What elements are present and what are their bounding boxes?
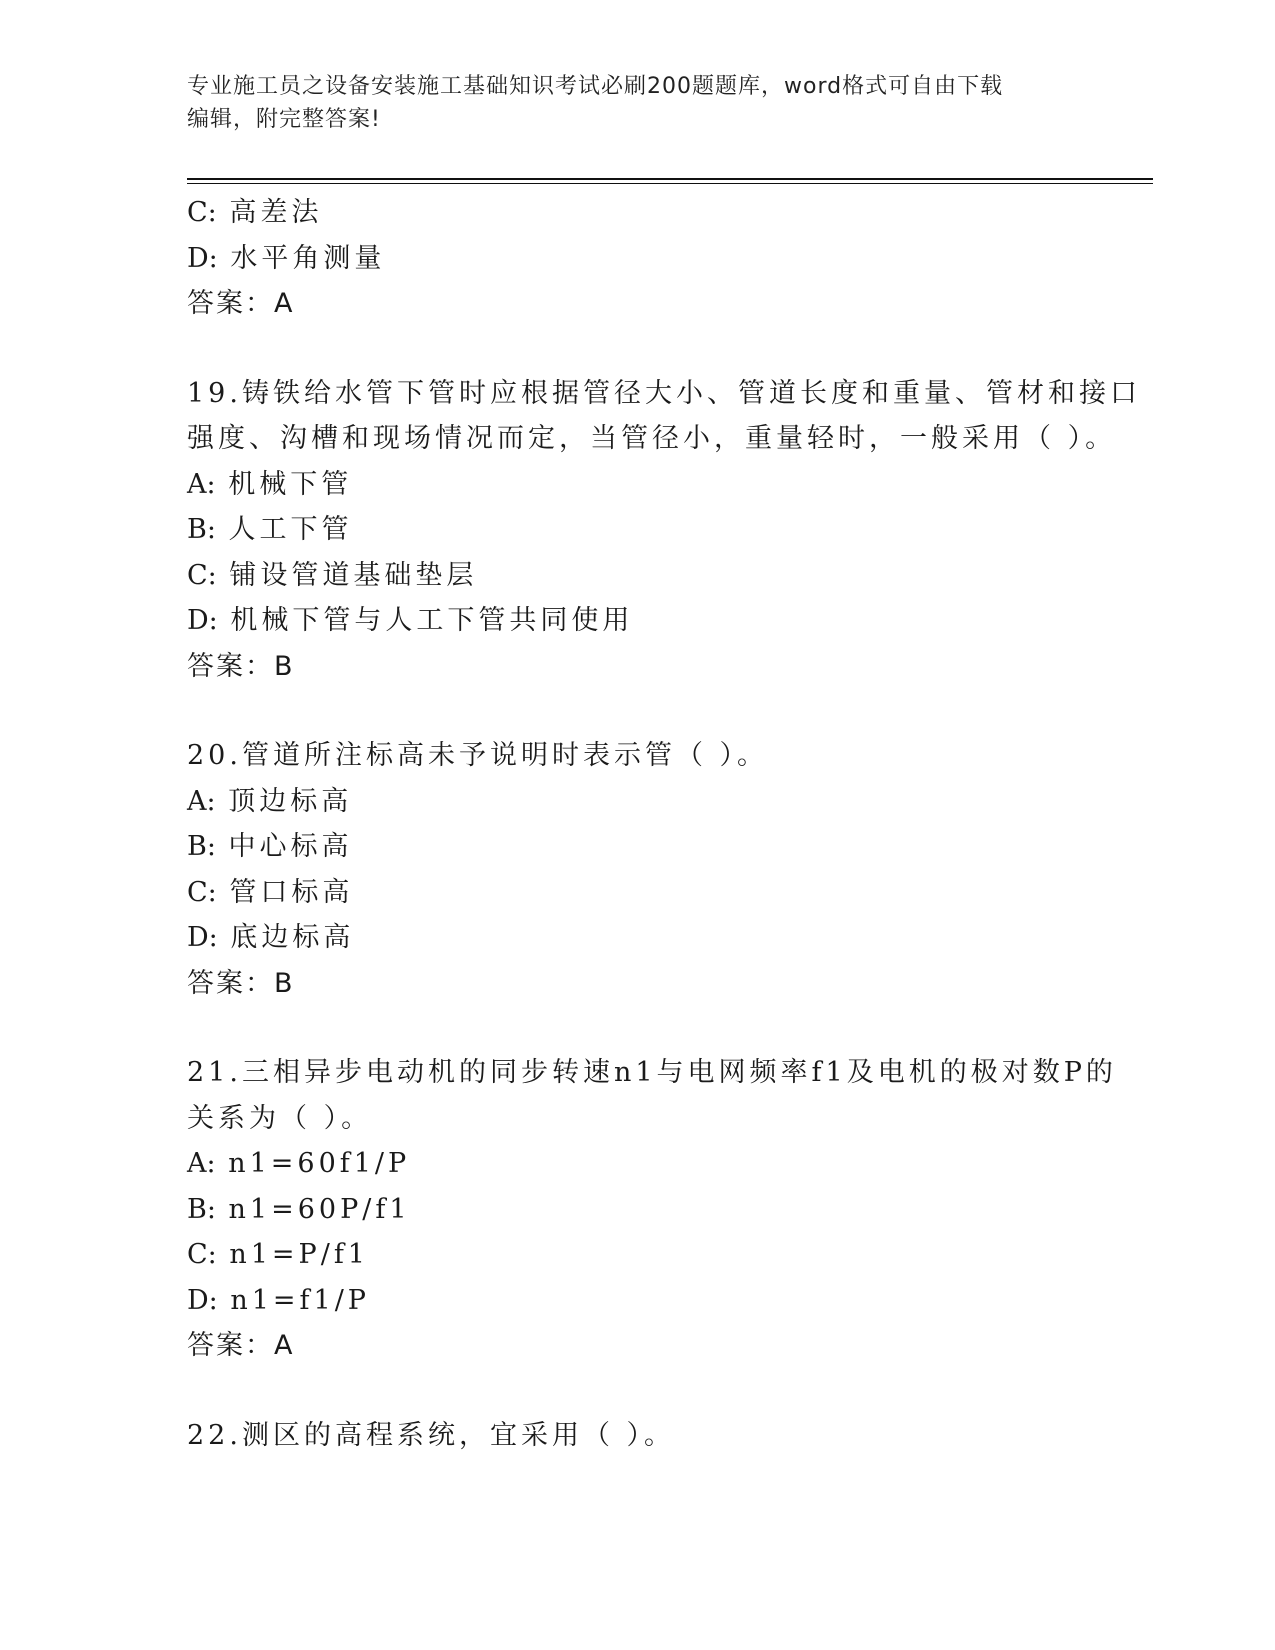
question-20 [187, 733, 1087, 1006]
question-list [187, 190, 1141, 1458]
option-d: D: 水平角测量 [187, 242, 386, 274]
question-stem: 21.三相异步电动机的同步转速n1与电网频率f1及电机的极对数P的 [187, 1057, 1117, 1088]
option-c: C: 铺设管道基础垫层 [187, 559, 478, 591]
option-c: C: 高差法 [187, 197, 323, 228]
header-divider-thin [187, 183, 1153, 184]
answer-line: 答案：B [187, 967, 295, 999]
option-c: C: 管口标高 [187, 876, 354, 908]
option-a: A: n1=60f1/P [187, 1148, 411, 1179]
question-18-tail [187, 190, 1087, 327]
option-a: A: 顶边标高 [187, 785, 353, 817]
option-d: D: 底边标高 [187, 922, 355, 953]
option-b: B: 中心标高 [187, 831, 353, 862]
document-header [187, 70, 1087, 136]
option-b: B: 人工下管 [187, 514, 353, 545]
question-stem: 20.管道所注标高未予说明时表示管（ ）。 [187, 740, 769, 771]
question-21 [187, 1050, 1117, 1369]
question-stem-continued: 强度、沟槽和现场情况而定，当管径小，重量轻时，一般采用（ ）。 [187, 423, 1117, 454]
question-stem: 22.测区的高程系统，宜采用（ ）。 [187, 1419, 676, 1451]
answer-line: 答案：A [187, 1330, 295, 1361]
option-c: C: n1=P/f1 [187, 1239, 369, 1270]
answer-line: 答案：B [187, 650, 295, 682]
option-d: D: n1=f1/P [187, 1284, 370, 1316]
question-19 [187, 371, 1141, 690]
header-divider-thick [187, 178, 1153, 180]
question-stem-continued: 关系为（ ）。 [187, 1102, 373, 1134]
header-line-1: 专业施工员之设备安装施工基础知识考试必刷200题题库，word格式可自由下载 [187, 74, 1004, 99]
option-d: D: 机械下管与人工下管共同使用 [187, 605, 634, 636]
question-22 [187, 1413, 1087, 1459]
option-a: A: 机械下管 [187, 468, 353, 500]
option-b: B: n1=60P/f1 [187, 1193, 411, 1225]
question-stem: 19.铸铁给水管下管时应根据管径大小、管道长度和重量、管材和接口 [187, 377, 1141, 409]
answer-line: 答案：A [187, 288, 295, 319]
header-line-2: 编辑，附完整答案! [187, 107, 381, 132]
